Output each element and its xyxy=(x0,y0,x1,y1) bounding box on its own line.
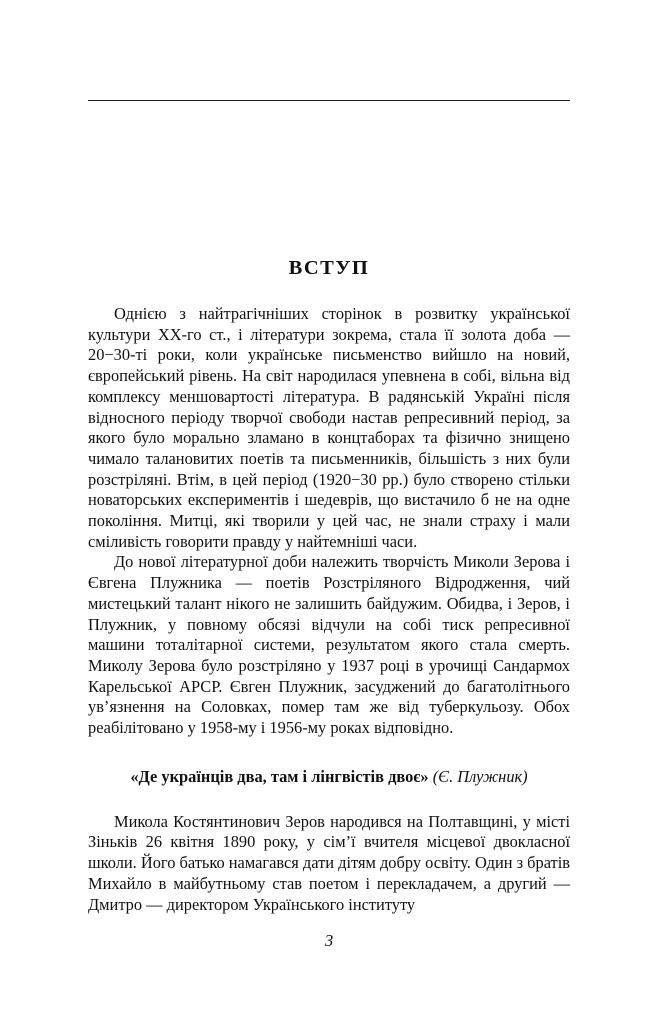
section-heading-attribution: (Є. Плужник) xyxy=(432,766,528,786)
chapter-title: ВСТУП xyxy=(288,257,370,279)
section-heading-quote: «Де українців два, там і лінгвістів двоє» xyxy=(130,766,429,786)
page-body xyxy=(88,255,570,915)
page-number: 3 xyxy=(324,931,334,950)
header-rule xyxy=(88,100,570,101)
section-heading xyxy=(88,766,570,787)
section-paragraph-1: Микола Костянтинович Зеров народився на Полтавщині, у місті Зіньків 26 квітня 1890 року, у сім’ї вчителя місцевої двокласної школи. Його батько намагався дати дітям добру освіту. Один з братів Михайло в майбутньому став поетом і перекладачем, а другий — Дмитро — директором Українського інституту xyxy=(88,811,570,914)
intro-paragraph-2: До нової літературної доби належить творчість Миколи Зерова і Євгена Плужника — поетів Розстріляного Відродження, чий мистецький талант нікого не залишить байдужим. Обидва, і Зеров, і Плужник, у повному обсязі відчули на собі тиск репресивної машини тоталітарної системи, результатом якого стала смерть. Миколу Зерова було розстріляно у 1937 році в урочищі Сандармох Карельської АРСР. Євген Плужник, засуджений до багатолітнього ув’язнення на Соловках, помер там же від туберкульозу. Обох реабілітовано у 1958-му і 1956-му роках відповідно. xyxy=(88,552,570,738)
intro-paragraph-1: Однією з найтрагічніших сторінок в розвитку української культури ХХ-го ст., і літератури зокрема, стала її золота доба — 20−30-ті роки, коли українське письменство вийшло на новий, європейський рівень. На світ народилася упевнена в собі, вільна від комплексу меншовартості література. В радянській Україні після відносного періоду творчої свободи настав репресивний період, за якого було морально зламано в концтаборах та фізично знищено чимало талановитих поетів та письменників, більшість з них були розстріляні. Втім, в цей період (1920−30 рр.) було створено стільки новаторських експериментів і шедеврів, що вистачило б не на одне покоління. Митці, які творили у цей час, не знали страху і мали сміливість говорити правду у найтемніші часи. xyxy=(88,304,570,551)
